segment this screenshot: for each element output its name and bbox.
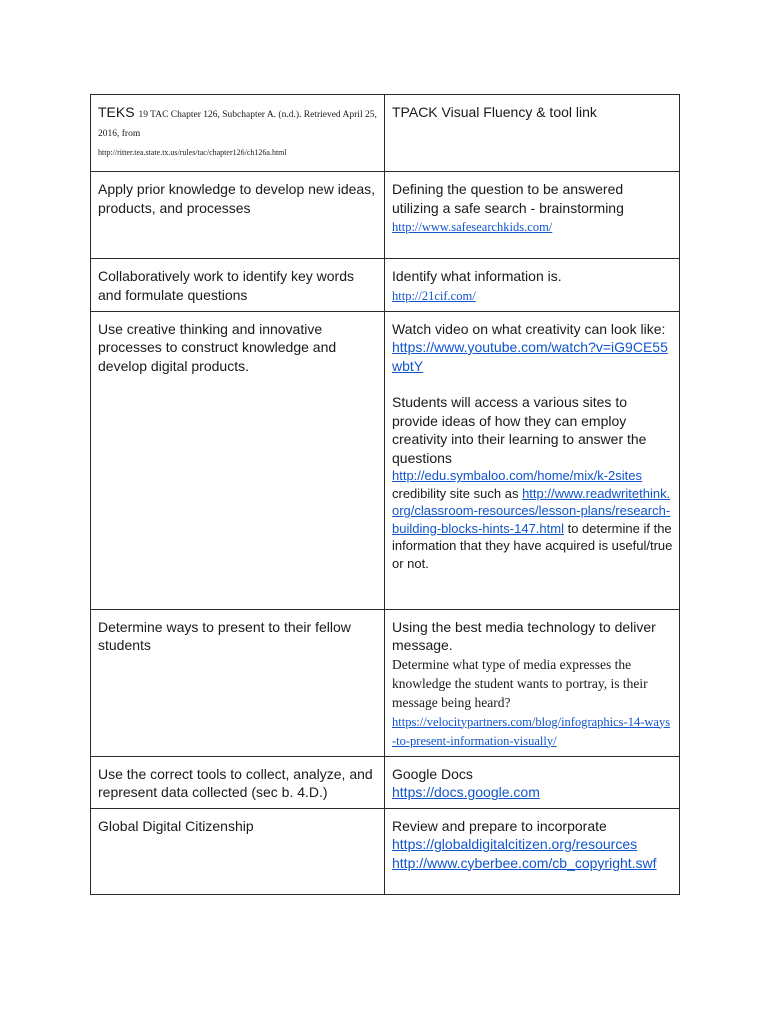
tool-cell <box>385 259 680 312</box>
cyberbee-link[interactable]: http://www.cyberbee.com/cb_copyright.swf <box>392 854 657 871</box>
teks-text: Apply prior knowledge to develop new ideas, products, and processes <box>98 181 376 216</box>
tool-cell <box>385 311 680 609</box>
teks-cell <box>91 311 385 609</box>
teks-tpack-table <box>90 94 680 895</box>
teks-text: Use creative thinking and innovative processes to construct knowledge and develop digital products. <box>98 320 337 374</box>
globaldigitalcitizen-link[interactable]: https://globaldigitalcitizen.org/resources <box>392 836 638 852</box>
velocitypartners-link[interactable]: https://velocitypartners.com/blog/infographics-14-ways-to-present-information-visually/ <box>392 714 671 748</box>
tool-cell <box>385 808 680 894</box>
table-row <box>91 756 680 808</box>
tpack-title: TPACK Visual Fluency & tool link <box>392 104 597 120</box>
header-cell-tpack <box>385 95 680 172</box>
tool-description: Review and prepare to incorporate <box>392 817 607 834</box>
tool-description: Defining the question to be answered utilizing a safe search - brainstorming <box>392 181 624 216</box>
teks-cell <box>91 808 385 894</box>
tool-description: Google Docs <box>392 765 473 782</box>
header-cell-teks <box>91 95 385 172</box>
symbaloo-link[interactable]: http://edu.symbaloo.com/home/mix/k-2sites <box>392 468 642 483</box>
paragraph-spacer <box>392 375 673 393</box>
tool-cell <box>385 609 680 756</box>
youtube-video-link[interactable]: https://www.youtube.com/watch?v=iG9CE55wbtY <box>392 339 668 374</box>
readwritethink-link[interactable]: http://www.readwritethink.org/classroom-resources/lesson-plans/research-building-blocks-hints-147.html <box>392 485 671 536</box>
safesearchkids-link[interactable]: http://www.safesearchkids.com/ <box>392 220 553 234</box>
table-row <box>91 808 680 894</box>
tool-description: Using the best media technology to deliver message. <box>392 618 656 653</box>
tool-cell <box>385 172 680 259</box>
google-docs-link[interactable]: https://docs.google.com <box>392 784 540 800</box>
table-row <box>91 172 680 259</box>
table-header-row <box>91 95 680 172</box>
credibility-paragraph <box>392 467 673 572</box>
teks-text: Global Digital Citizenship <box>98 817 254 834</box>
teks-text: Determine ways to present to their fellow students <box>98 618 351 653</box>
tool-description: Students will access a various sites to provide ideas of how they can employ creativity into their learning to answer the questions <box>392 394 647 466</box>
tool-description-serif: Determine what type of media expresses the knowledge the student wants to portray, is their message being heard? <box>392 656 648 710</box>
teks-citation: 19 TAC Chapter 126, Subchapter A. (n.d.). Retrieved April 25, 2016, from <box>98 110 377 139</box>
tool-cell <box>385 756 680 808</box>
teks-citation-url: http://ritter.tea.state.tx.us/rules/tac/chapter126/ch126a.html <box>98 148 287 157</box>
teks-text: Collaboratively work to identify key words and formulate questions <box>98 268 354 303</box>
table-row <box>91 259 680 312</box>
table-row <box>91 609 680 756</box>
credibility-text: credibility site such as <box>392 485 523 501</box>
tool-description: Watch video on what creativity can look like: <box>392 320 666 337</box>
teks-cell <box>91 259 385 312</box>
determine-text: to determine if the information that they have acquired is useful/true or not. <box>392 520 673 571</box>
teks-text: Use the correct tools to collect, analyze, and represent data collected (sec b. 4.D.) <box>98 765 373 800</box>
tool-description: Identify what information is. <box>392 268 562 284</box>
21cif-link[interactable]: http://21cif.com/ <box>392 288 476 303</box>
teks-cell <box>91 609 385 756</box>
teks-title: TEKS <box>98 104 135 120</box>
teks-cell <box>91 756 385 808</box>
teks-cell <box>91 172 385 259</box>
table-row <box>91 311 680 609</box>
